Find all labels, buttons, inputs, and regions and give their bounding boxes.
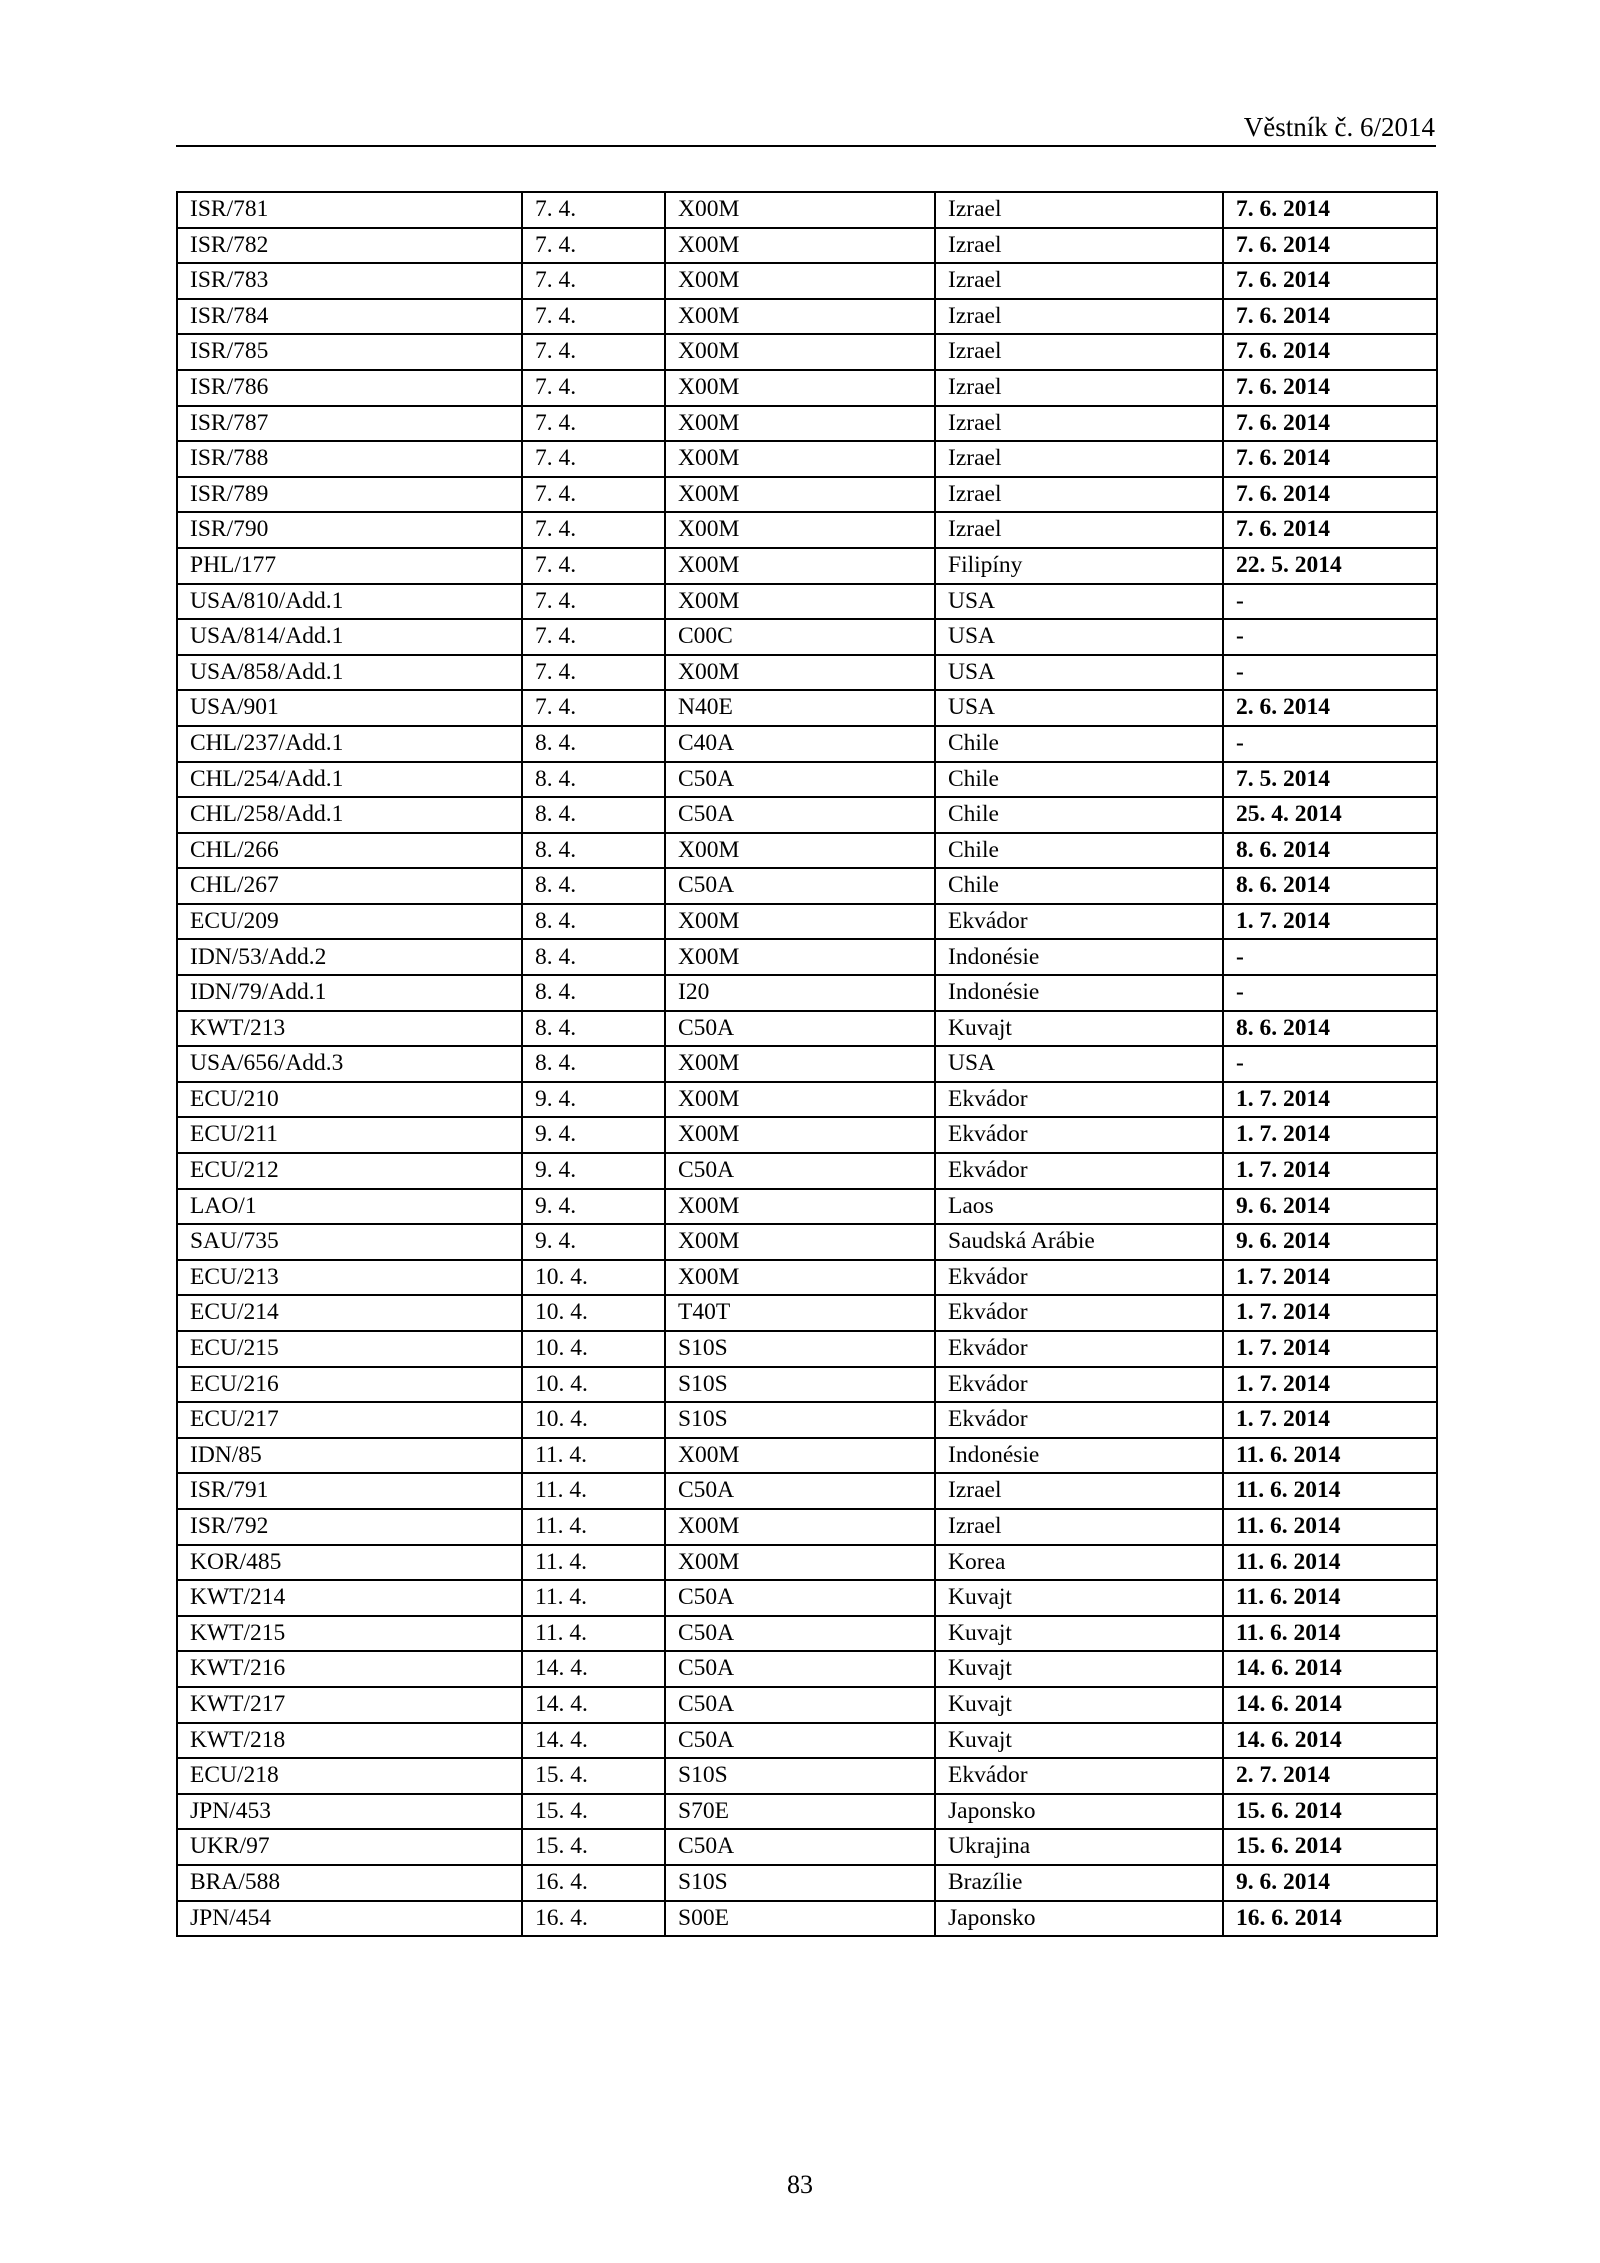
- category-code-cell: C50A: [665, 1616, 935, 1652]
- table-row: [177, 619, 1437, 655]
- category-code-cell: X00M: [665, 477, 935, 513]
- document-code-cell: ISR/788: [177, 441, 522, 477]
- document-code-cell: ECU/217: [177, 1402, 522, 1438]
- deadline-cell: 7. 5. 2014: [1223, 762, 1437, 798]
- category-code-cell: C50A: [665, 868, 935, 904]
- deadline-cell: 9. 6. 2014: [1223, 1224, 1437, 1260]
- date-cell: 7. 4.: [522, 548, 665, 584]
- header-rule: [176, 145, 1436, 147]
- category-code-cell: I20: [665, 975, 935, 1011]
- country-cell: Kuvajt: [935, 1687, 1223, 1723]
- category-code-cell: X00M: [665, 192, 935, 228]
- document-code-cell: CHL/237/Add.1: [177, 726, 522, 762]
- category-code-cell: C50A: [665, 1011, 935, 1047]
- country-cell: Japonsko: [935, 1794, 1223, 1830]
- document-code-cell: ISR/792: [177, 1509, 522, 1545]
- country-cell: Izrael: [935, 1509, 1223, 1545]
- table-row: [177, 1901, 1437, 1937]
- category-code-cell: N40E: [665, 690, 935, 726]
- category-code-cell: X00M: [665, 512, 935, 548]
- country-cell: Ekvádor: [935, 904, 1223, 940]
- date-cell: 7. 4.: [522, 334, 665, 370]
- deadline-cell: 25. 4. 2014: [1223, 797, 1437, 833]
- country-cell: Izrael: [935, 370, 1223, 406]
- date-cell: 10. 4.: [522, 1295, 665, 1331]
- document-code-cell: USA/810/Add.1: [177, 584, 522, 620]
- deadline-cell: 1. 7. 2014: [1223, 1082, 1437, 1118]
- date-cell: 10. 4.: [522, 1260, 665, 1296]
- deadline-cell: 15. 6. 2014: [1223, 1794, 1437, 1830]
- category-code-cell: S00E: [665, 1901, 935, 1937]
- table-row: [177, 1580, 1437, 1616]
- table-row: [177, 512, 1437, 548]
- deadline-cell: 22. 5. 2014: [1223, 548, 1437, 584]
- country-cell: Chile: [935, 726, 1223, 762]
- country-cell: Izrael: [935, 477, 1223, 513]
- country-cell: Japonsko: [935, 1901, 1223, 1937]
- category-code-cell: S10S: [665, 1367, 935, 1403]
- table-row: [177, 1153, 1437, 1189]
- document-code-cell: ISR/791: [177, 1473, 522, 1509]
- country-cell: Kuvajt: [935, 1580, 1223, 1616]
- category-code-cell: X00M: [665, 370, 935, 406]
- deadline-cell: 8. 6. 2014: [1223, 1011, 1437, 1047]
- document-code-cell: SAU/735: [177, 1224, 522, 1260]
- document-code-cell: KWT/213: [177, 1011, 522, 1047]
- date-cell: 7. 4.: [522, 477, 665, 513]
- category-code-cell: X00M: [665, 441, 935, 477]
- category-code-cell: C40A: [665, 726, 935, 762]
- category-code-cell: X00M: [665, 1438, 935, 1474]
- country-cell: Ekvádor: [935, 1153, 1223, 1189]
- date-cell: 11. 4.: [522, 1438, 665, 1474]
- table-row: [177, 1295, 1437, 1331]
- deadline-cell: 1. 7. 2014: [1223, 1402, 1437, 1438]
- document-code-cell: IDN/53/Add.2: [177, 939, 522, 975]
- date-cell: 11. 4.: [522, 1616, 665, 1652]
- country-cell: USA: [935, 655, 1223, 691]
- deadline-cell: 7. 6. 2014: [1223, 228, 1437, 264]
- country-cell: Kuvajt: [935, 1616, 1223, 1652]
- country-cell: Ekvádor: [935, 1117, 1223, 1153]
- deadline-cell: 11. 6. 2014: [1223, 1545, 1437, 1581]
- document-code-cell: KOR/485: [177, 1545, 522, 1581]
- table-row: [177, 263, 1437, 299]
- table-row: [177, 975, 1437, 1011]
- table-row: [177, 868, 1437, 904]
- date-cell: 7. 4.: [522, 192, 665, 228]
- country-cell: Filipíny: [935, 548, 1223, 584]
- document-code-cell: KWT/215: [177, 1616, 522, 1652]
- category-code-cell: X00M: [665, 939, 935, 975]
- table-row: [177, 1260, 1437, 1296]
- date-cell: 7. 4.: [522, 299, 665, 335]
- category-code-cell: X00M: [665, 655, 935, 691]
- country-cell: Izrael: [935, 512, 1223, 548]
- deadline-cell: 15. 6. 2014: [1223, 1829, 1437, 1865]
- date-cell: 8. 4.: [522, 939, 665, 975]
- notifications-table: [176, 191, 1438, 1937]
- table-row: [177, 726, 1437, 762]
- category-code-cell: C50A: [665, 1651, 935, 1687]
- country-cell: Indonésie: [935, 1438, 1223, 1474]
- document-code-cell: ISR/785: [177, 334, 522, 370]
- country-cell: USA: [935, 1046, 1223, 1082]
- table-row: [177, 584, 1437, 620]
- deadline-cell: 8. 6. 2014: [1223, 868, 1437, 904]
- date-cell: 11. 4.: [522, 1473, 665, 1509]
- document-code-cell: PHL/177: [177, 548, 522, 584]
- date-cell: 7. 4.: [522, 690, 665, 726]
- table-row: [177, 477, 1437, 513]
- document-code-cell: ISR/787: [177, 406, 522, 442]
- table-row: [177, 1438, 1437, 1474]
- date-cell: 9. 4.: [522, 1082, 665, 1118]
- deadline-cell: 1. 7. 2014: [1223, 1260, 1437, 1296]
- category-code-cell: X00M: [665, 228, 935, 264]
- category-code-cell: S10S: [665, 1402, 935, 1438]
- deadline-cell: 1. 7. 2014: [1223, 1331, 1437, 1367]
- deadline-cell: 14. 6. 2014: [1223, 1723, 1437, 1759]
- date-cell: 7. 4.: [522, 441, 665, 477]
- deadline-cell: 11. 6. 2014: [1223, 1509, 1437, 1545]
- category-code-cell: S10S: [665, 1865, 935, 1901]
- date-cell: 15. 4.: [522, 1829, 665, 1865]
- table-row: [177, 939, 1437, 975]
- document-code-cell: ECU/216: [177, 1367, 522, 1403]
- date-cell: 14. 4.: [522, 1723, 665, 1759]
- deadline-cell: 8. 6. 2014: [1223, 833, 1437, 869]
- country-cell: Indonésie: [935, 975, 1223, 1011]
- deadline-cell: 1. 7. 2014: [1223, 1367, 1437, 1403]
- table-row: [177, 797, 1437, 833]
- category-code-cell: X00M: [665, 406, 935, 442]
- document-code-cell: CHL/254/Add.1: [177, 762, 522, 798]
- document-code-cell: IDN/79/Add.1: [177, 975, 522, 1011]
- table-row: [177, 1616, 1437, 1652]
- document-code-cell: ISR/790: [177, 512, 522, 548]
- document-code-cell: ISR/784: [177, 299, 522, 335]
- date-cell: 10. 4.: [522, 1402, 665, 1438]
- country-cell: Korea: [935, 1545, 1223, 1581]
- country-cell: USA: [935, 584, 1223, 620]
- country-cell: Chile: [935, 868, 1223, 904]
- date-cell: 7. 4.: [522, 512, 665, 548]
- document-code-cell: ISR/786: [177, 370, 522, 406]
- country-cell: Izrael: [935, 263, 1223, 299]
- deadline-cell: 9. 6. 2014: [1223, 1189, 1437, 1225]
- table-row: [177, 1829, 1437, 1865]
- country-cell: Laos: [935, 1189, 1223, 1225]
- deadline-cell: 7. 6. 2014: [1223, 299, 1437, 335]
- country-cell: Izrael: [935, 406, 1223, 442]
- category-code-cell: X00M: [665, 1509, 935, 1545]
- deadline-cell: -: [1223, 1046, 1437, 1082]
- deadline-cell: 2. 7. 2014: [1223, 1758, 1437, 1794]
- document-code-cell: KWT/216: [177, 1651, 522, 1687]
- table-row: [177, 1367, 1437, 1403]
- country-cell: Izrael: [935, 441, 1223, 477]
- date-cell: 8. 4.: [522, 833, 665, 869]
- document-code-cell: JPN/454: [177, 1901, 522, 1937]
- table-row: [177, 1117, 1437, 1153]
- table-row: [177, 1189, 1437, 1225]
- table-row: [177, 762, 1437, 798]
- deadline-cell: 11. 6. 2014: [1223, 1580, 1437, 1616]
- date-cell: 7. 4.: [522, 655, 665, 691]
- date-cell: 8. 4.: [522, 1046, 665, 1082]
- country-cell: Ekvádor: [935, 1402, 1223, 1438]
- table-row: [177, 406, 1437, 442]
- document-code-cell: ECU/211: [177, 1117, 522, 1153]
- date-cell: 10. 4.: [522, 1331, 665, 1367]
- table-row: [177, 1331, 1437, 1367]
- table-row: [177, 334, 1437, 370]
- date-cell: 7. 4.: [522, 263, 665, 299]
- document-code-cell: ECU/209: [177, 904, 522, 940]
- category-code-cell: X00M: [665, 833, 935, 869]
- country-cell: Kuvajt: [935, 1723, 1223, 1759]
- table-row: [177, 1651, 1437, 1687]
- date-cell: 14. 4.: [522, 1687, 665, 1723]
- table-row: [177, 1011, 1437, 1047]
- deadline-cell: 7. 6. 2014: [1223, 192, 1437, 228]
- deadline-cell: 14. 6. 2014: [1223, 1687, 1437, 1723]
- date-cell: 11. 4.: [522, 1509, 665, 1545]
- deadline-cell: 16. 6. 2014: [1223, 1901, 1437, 1937]
- table-row: [177, 1224, 1437, 1260]
- document-code-cell: UKR/97: [177, 1829, 522, 1865]
- table-row: [177, 299, 1437, 335]
- deadline-cell: -: [1223, 584, 1437, 620]
- date-cell: 9. 4.: [522, 1189, 665, 1225]
- category-code-cell: X00M: [665, 1224, 935, 1260]
- country-cell: Ukrajina: [935, 1829, 1223, 1865]
- document-code-cell: JPN/453: [177, 1794, 522, 1830]
- category-code-cell: C50A: [665, 762, 935, 798]
- deadline-cell: 7. 6. 2014: [1223, 334, 1437, 370]
- deadline-cell: 11. 6. 2014: [1223, 1438, 1437, 1474]
- date-cell: 11. 4.: [522, 1580, 665, 1616]
- category-code-cell: C50A: [665, 1580, 935, 1616]
- country-cell: Ekvádor: [935, 1331, 1223, 1367]
- table-row: [177, 370, 1437, 406]
- table-row: [177, 1509, 1437, 1545]
- page-header-title: Věstník č. 6/2014: [1243, 112, 1435, 142]
- deadline-cell: 1. 7. 2014: [1223, 1117, 1437, 1153]
- document-code-cell: ISR/789: [177, 477, 522, 513]
- category-code-cell: X00M: [665, 1260, 935, 1296]
- category-code-cell: X00M: [665, 1082, 935, 1118]
- category-code-cell: X00M: [665, 334, 935, 370]
- deadline-cell: 7. 6. 2014: [1223, 512, 1437, 548]
- deadline-cell: 1. 7. 2014: [1223, 1295, 1437, 1331]
- category-code-cell: S70E: [665, 1794, 935, 1830]
- category-code-cell: X00M: [665, 904, 935, 940]
- category-code-cell: X00M: [665, 1545, 935, 1581]
- category-code-cell: S10S: [665, 1331, 935, 1367]
- deadline-cell: 7. 6. 2014: [1223, 370, 1437, 406]
- deadline-cell: 7. 6. 2014: [1223, 406, 1437, 442]
- date-cell: 9. 4.: [522, 1153, 665, 1189]
- page-number: 83: [787, 2170, 813, 2199]
- deadline-cell: 9. 6. 2014: [1223, 1865, 1437, 1901]
- date-cell: 7. 4.: [522, 406, 665, 442]
- date-cell: 8. 4.: [522, 904, 665, 940]
- document-code-cell: ECU/218: [177, 1758, 522, 1794]
- deadline-cell: 14. 6. 2014: [1223, 1651, 1437, 1687]
- date-cell: 9. 4.: [522, 1224, 665, 1260]
- date-cell: 15. 4.: [522, 1794, 665, 1830]
- date-cell: 7. 4.: [522, 619, 665, 655]
- table-row: [177, 1473, 1437, 1509]
- date-cell: 8. 4.: [522, 1011, 665, 1047]
- country-cell: Izrael: [935, 299, 1223, 335]
- date-cell: 16. 4.: [522, 1865, 665, 1901]
- table-row: [177, 1082, 1437, 1118]
- deadline-cell: -: [1223, 975, 1437, 1011]
- document-code-cell: USA/858/Add.1: [177, 655, 522, 691]
- category-code-cell: T40T: [665, 1295, 935, 1331]
- document-code-cell: ECU/210: [177, 1082, 522, 1118]
- date-cell: 8. 4.: [522, 762, 665, 798]
- country-cell: Ekvádor: [935, 1758, 1223, 1794]
- country-cell: Ekvádor: [935, 1082, 1223, 1118]
- country-cell: Chile: [935, 797, 1223, 833]
- document-code-cell: BRA/588: [177, 1865, 522, 1901]
- category-code-cell: X00M: [665, 1189, 935, 1225]
- document-code-cell: CHL/258/Add.1: [177, 797, 522, 833]
- document-code-cell: KWT/218: [177, 1723, 522, 1759]
- deadline-cell: 11. 6. 2014: [1223, 1616, 1437, 1652]
- category-code-cell: X00M: [665, 1046, 935, 1082]
- document-code-cell: KWT/214: [177, 1580, 522, 1616]
- table-row: [177, 1687, 1437, 1723]
- table-row: [177, 1794, 1437, 1830]
- deadline-cell: 7. 6. 2014: [1223, 477, 1437, 513]
- date-cell: 7. 4.: [522, 584, 665, 620]
- deadline-cell: 1. 7. 2014: [1223, 904, 1437, 940]
- document-code-cell: ISR/782: [177, 228, 522, 264]
- category-code-cell: X00M: [665, 1117, 935, 1153]
- table-body: [177, 192, 1437, 1936]
- document-code-cell: USA/656/Add.3: [177, 1046, 522, 1082]
- table-row: [177, 192, 1437, 228]
- category-code-cell: C50A: [665, 1687, 935, 1723]
- table-row: [177, 228, 1437, 264]
- country-cell: Indonésie: [935, 939, 1223, 975]
- table-row: [177, 690, 1437, 726]
- deadline-cell: -: [1223, 655, 1437, 691]
- deadline-cell: -: [1223, 939, 1437, 975]
- document-code-cell: CHL/267: [177, 868, 522, 904]
- category-code-cell: C50A: [665, 1829, 935, 1865]
- table-row: [177, 1865, 1437, 1901]
- category-code-cell: X00M: [665, 584, 935, 620]
- table-row: [177, 1723, 1437, 1759]
- category-code-cell: X00M: [665, 299, 935, 335]
- date-cell: 15. 4.: [522, 1758, 665, 1794]
- deadline-cell: 7. 6. 2014: [1223, 263, 1437, 299]
- country-cell: Ekvádor: [935, 1260, 1223, 1296]
- document-code-cell: ECU/213: [177, 1260, 522, 1296]
- category-code-cell: X00M: [665, 548, 935, 584]
- document-code-cell: LAO/1: [177, 1189, 522, 1225]
- category-code-cell: X00M: [665, 263, 935, 299]
- table-row: [177, 1545, 1437, 1581]
- country-cell: Izrael: [935, 228, 1223, 264]
- deadline-cell: 2. 6. 2014: [1223, 690, 1437, 726]
- document-code-cell: USA/901: [177, 690, 522, 726]
- deadline-cell: 1. 7. 2014: [1223, 1153, 1437, 1189]
- country-cell: Saudská Arábie: [935, 1224, 1223, 1260]
- category-code-cell: C50A: [665, 797, 935, 833]
- country-cell: Kuvajt: [935, 1011, 1223, 1047]
- category-code-cell: C50A: [665, 1723, 935, 1759]
- table-row: [177, 441, 1437, 477]
- category-code-cell: C00C: [665, 619, 935, 655]
- table-row: [177, 833, 1437, 869]
- deadline-cell: -: [1223, 619, 1437, 655]
- date-cell: 8. 4.: [522, 797, 665, 833]
- document-code-cell: CHL/266: [177, 833, 522, 869]
- category-code-cell: C50A: [665, 1473, 935, 1509]
- country-cell: Izrael: [935, 1473, 1223, 1509]
- document-code-cell: USA/814/Add.1: [177, 619, 522, 655]
- date-cell: 8. 4.: [522, 975, 665, 1011]
- table-row: [177, 1402, 1437, 1438]
- document-code-cell: ECU/215: [177, 1331, 522, 1367]
- table-row: [177, 655, 1437, 691]
- date-cell: 7. 4.: [522, 370, 665, 406]
- country-cell: USA: [935, 690, 1223, 726]
- category-code-cell: S10S: [665, 1758, 935, 1794]
- table-row: [177, 1758, 1437, 1794]
- date-cell: 9. 4.: [522, 1117, 665, 1153]
- table-row: [177, 548, 1437, 584]
- country-cell: Izrael: [935, 192, 1223, 228]
- category-code-cell: C50A: [665, 1153, 935, 1189]
- country-cell: Brazílie: [935, 1865, 1223, 1901]
- date-cell: 11. 4.: [522, 1545, 665, 1581]
- document-code-cell: ISR/781: [177, 192, 522, 228]
- date-cell: 14. 4.: [522, 1651, 665, 1687]
- deadline-cell: 11. 6. 2014: [1223, 1473, 1437, 1509]
- document-code-cell: KWT/217: [177, 1687, 522, 1723]
- table-row: [177, 1046, 1437, 1082]
- document-code-cell: ECU/212: [177, 1153, 522, 1189]
- country-cell: Ekvádor: [935, 1295, 1223, 1331]
- date-cell: 8. 4.: [522, 868, 665, 904]
- country-cell: USA: [935, 619, 1223, 655]
- date-cell: 7. 4.: [522, 228, 665, 264]
- date-cell: 10. 4.: [522, 1367, 665, 1403]
- date-cell: 8. 4.: [522, 726, 665, 762]
- table-row: [177, 904, 1437, 940]
- deadline-cell: -: [1223, 726, 1437, 762]
- document-code-cell: ECU/214: [177, 1295, 522, 1331]
- country-cell: Chile: [935, 762, 1223, 798]
- document-code-cell: IDN/85: [177, 1438, 522, 1474]
- document-code-cell: ISR/783: [177, 263, 522, 299]
- country-cell: Chile: [935, 833, 1223, 869]
- country-cell: Izrael: [935, 334, 1223, 370]
- date-cell: 16. 4.: [522, 1901, 665, 1937]
- deadline-cell: 7. 6. 2014: [1223, 441, 1437, 477]
- country-cell: Kuvajt: [935, 1651, 1223, 1687]
- country-cell: Ekvádor: [935, 1367, 1223, 1403]
